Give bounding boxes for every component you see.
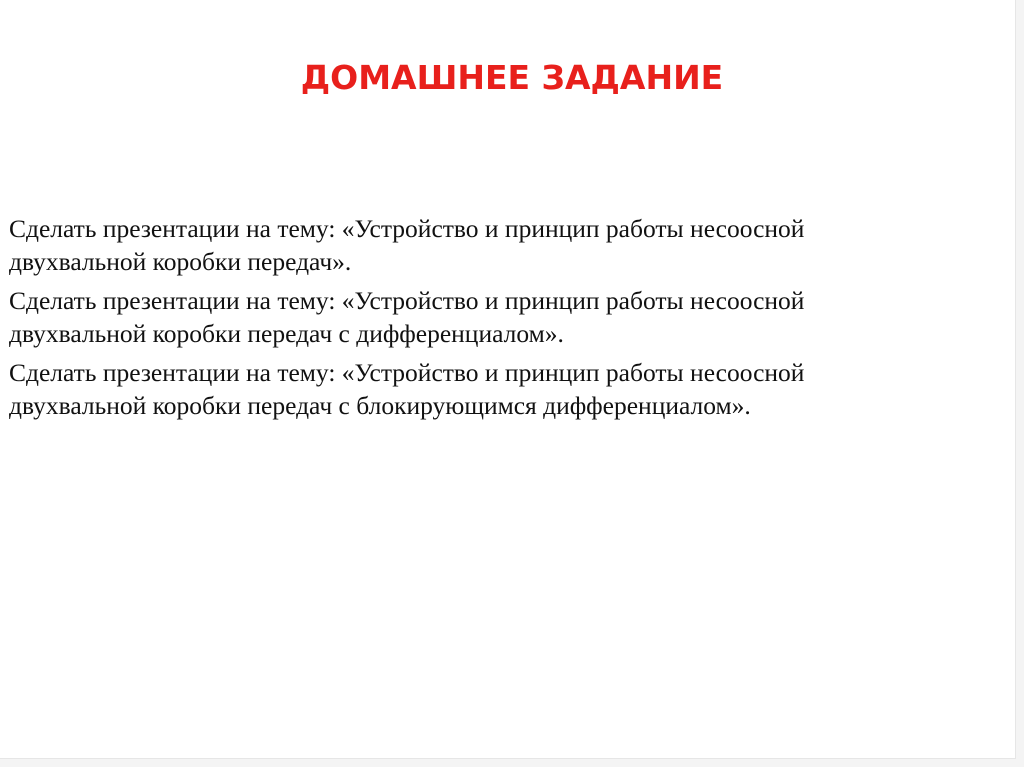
task-text-line: двухвальной коробки передач с дифференциалом». xyxy=(9,319,564,348)
task-item xyxy=(9,284,939,350)
task-item xyxy=(9,356,939,422)
task-list xyxy=(9,212,939,428)
task-text-line: Сделать презентации на тему: «Устройство и принцип работы несоосной xyxy=(9,358,805,387)
task-text-line: двухвальной коробки передач». xyxy=(9,247,352,276)
task-text-line: Сделать презентации на тему: «Устройство и принцип работы несоосной xyxy=(9,214,805,243)
task-item xyxy=(9,212,939,278)
slide-title: ДОМАШНЕЕ ЗАДАНИЕ xyxy=(300,58,724,97)
task-text-line: двухвальной коробки передач с блокирующимся дифференциалом». xyxy=(9,391,751,420)
task-text-line: Сделать презентации на тему: «Устройство и принцип работы несоосной xyxy=(9,286,805,315)
